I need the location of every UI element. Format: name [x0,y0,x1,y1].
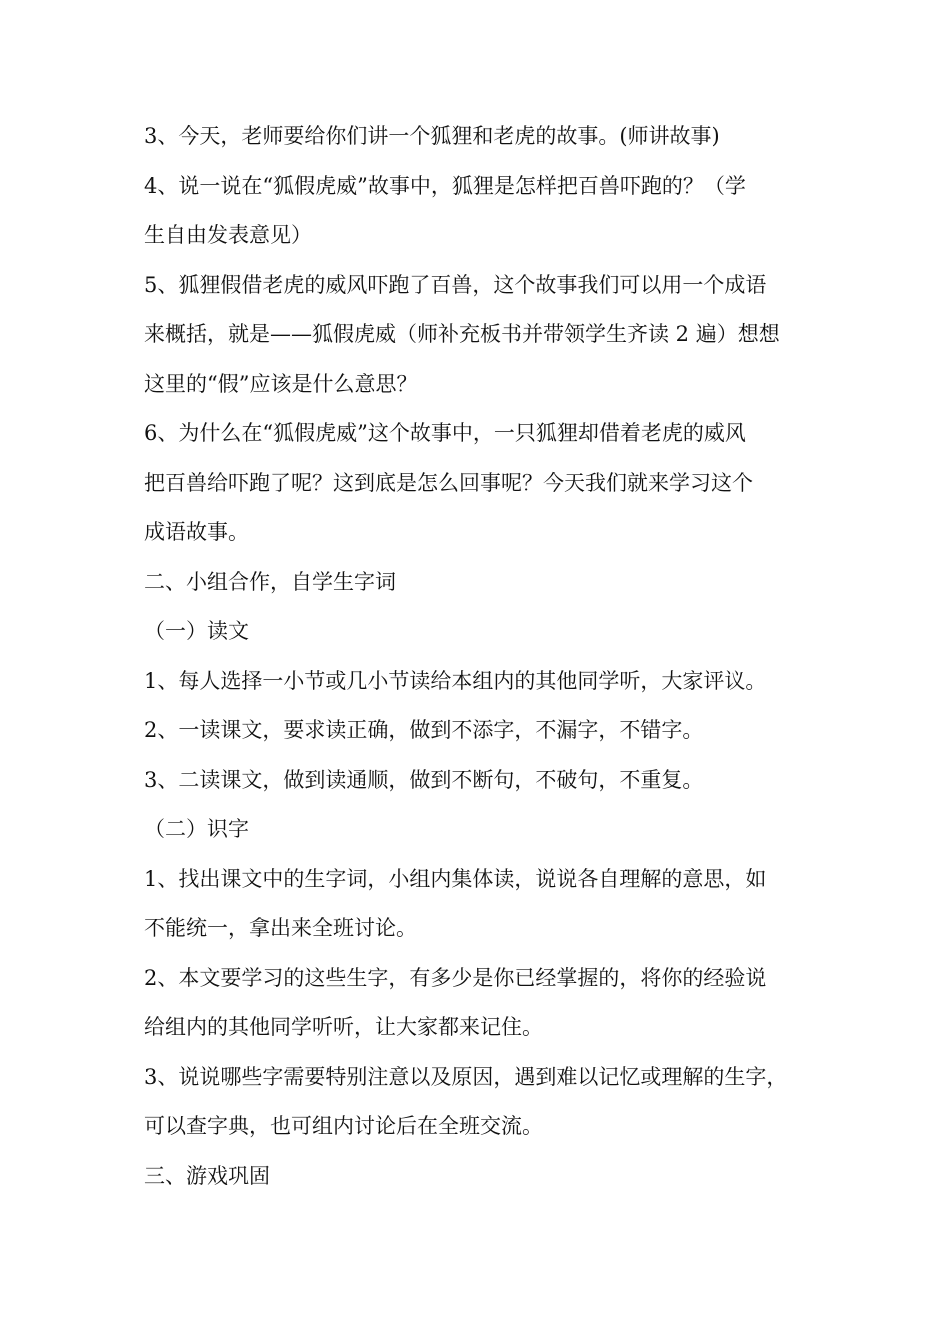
reading-item-2 [144,706,814,756]
subsection-heading-reading [144,607,814,657]
paragraph-3-story [144,112,814,162]
text-line: 1、找出课文中的生字词，小组内集体读，说说各自理解的意思，如 [144,866,767,891]
heading-line: （一）读文 [144,619,249,643]
section-heading-3 [144,1152,814,1202]
text-line: 3、说说哪些字需要特别注意以及原因，遇到难以记忆或理解的生字， [144,1064,788,1089]
text-line: 4、说一说在“狐假虎威”故事中，狐狸是怎样把百兽吓跑的？（学 [144,173,746,198]
text-line: 5、狐狸假借老虎的威风吓跑了百兽，这个故事我们可以用一个成语 [144,272,767,297]
text-line: 给组内的其他同学听听，让大家都来记住。 [144,1015,543,1039]
text-line: 2、本文要学习的这些生字，有多少是你已经掌握的，将你的经验说 [144,965,767,990]
text-line: 1、每人选择一小节或几小节读给本组内的其他同学听，大家评议。 [144,668,767,693]
document-body [144,112,814,1201]
heading-line: （二）识字 [144,817,249,841]
text-line: 这里的“假”应该是什么意思？ [144,371,418,396]
subsection-heading-characters [144,805,814,855]
text-line: 6、为什么在“狐假虎威”这个故事中，一只狐狸却借着老虎的威风 [144,421,746,445]
section-heading-2 [144,558,814,608]
text-line: 来概括，就是——狐假虎威（师补充板书并带领学生齐读 2 遍）想想 [144,322,780,346]
text-line: 不能统一，拿出来全班讨论。 [144,916,417,940]
heading-line: 二、小组合作，自学生字词 [144,569,396,594]
reading-item-1 [144,657,814,707]
heading-line: 三、游戏巩固 [144,1163,270,1188]
paragraph-5-idiom [144,261,814,410]
paragraph-4-discussion [144,162,814,261]
text-line: 成语故事。 [144,520,249,544]
characters-item-3 [144,1053,814,1152]
characters-item-1 [144,855,814,954]
characters-item-2 [144,954,814,1053]
text-line: 生自由发表意见） [144,223,312,247]
text-line: 2、一读课文，要求读正确，做到不添字，不漏字，不错字。 [144,718,704,742]
reading-item-3 [144,756,814,806]
paragraph-6-question [144,409,814,558]
text-line: 把百兽给吓跑了呢？这到底是怎么回事呢？今天我们就来学习这个 [144,470,753,495]
text-line: 3、二读课文，做到读通顺，做到不断句，不破句，不重复。 [144,767,704,792]
text-line: 3、今天，老师要给你们讲一个狐狸和老虎的故事。(师讲故事) [144,124,720,148]
text-line: 可以查字典，也可组内讨论后在全班交流。 [144,1114,543,1138]
